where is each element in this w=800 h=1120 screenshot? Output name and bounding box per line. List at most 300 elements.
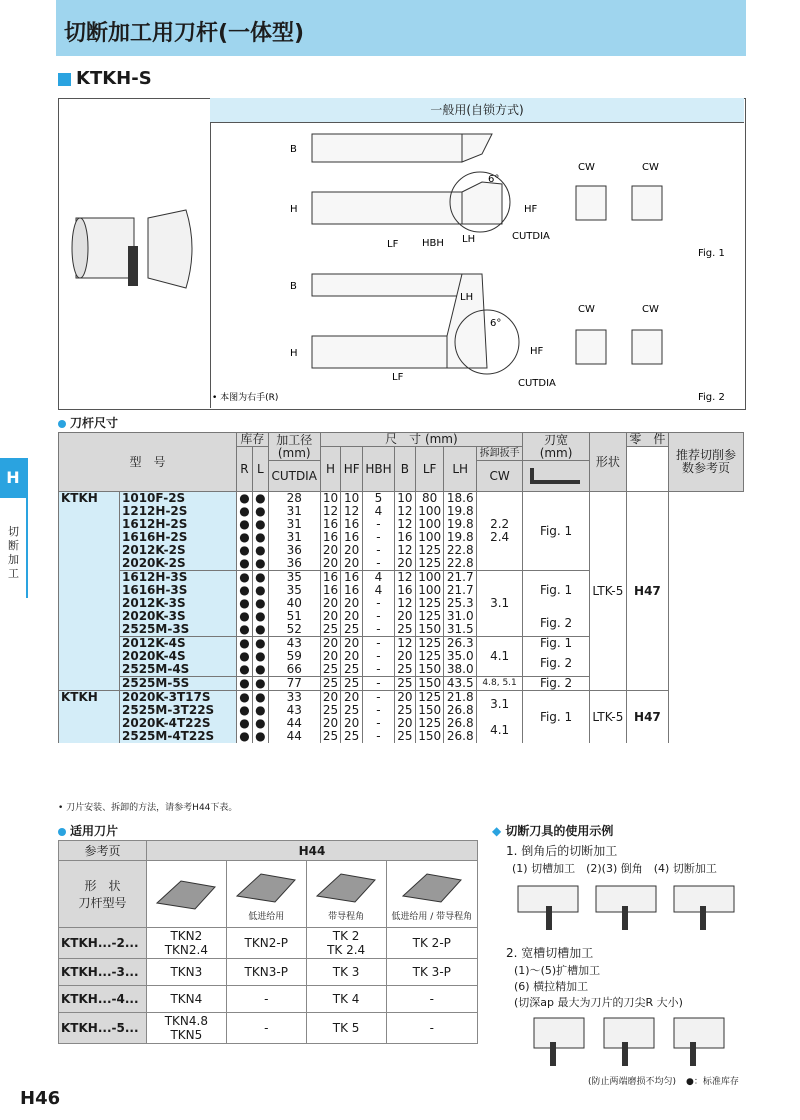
- cell-lh: 31.0: [444, 610, 477, 623]
- model-cell: 1616H-2S: [120, 531, 237, 544]
- stock-l: ●: [252, 571, 268, 585]
- insert-cell: TK 3: [306, 959, 386, 986]
- stock-r: ●: [237, 730, 253, 743]
- model-prefix: KTKH: [59, 691, 120, 744]
- col-l: L: [252, 447, 268, 492]
- cell-lh: 18.6: [444, 492, 477, 506]
- insert-row: [59, 928, 478, 959]
- cell-hbh: -: [362, 610, 394, 623]
- col-ref: 推荐切削参数参考页: [669, 433, 744, 492]
- cell-lf: 150: [415, 704, 444, 717]
- cell-ref: H47: [626, 691, 668, 744]
- cell-h: 16: [320, 584, 341, 597]
- stock-r: ●: [237, 663, 253, 677]
- cell-lf: 80: [415, 492, 444, 506]
- col-hbh: HBH: [362, 447, 394, 492]
- cell-b: 25: [395, 677, 416, 691]
- cell-lh: 25.3: [444, 597, 477, 610]
- cell-lh: 26.8: [444, 704, 477, 717]
- stock-l: ●: [252, 717, 268, 730]
- dim-lh-2: LH: [460, 292, 474, 303]
- insert-image: 低进给用 / 带导程角: [386, 861, 477, 928]
- cell-hbh: -: [362, 518, 394, 531]
- model-cell: 2012K-3S: [120, 597, 237, 610]
- cell-shape: Fig. 1: [523, 492, 590, 571]
- cell-b: 12: [395, 518, 416, 531]
- cell-b: 20: [395, 610, 416, 623]
- cell-b: 12: [395, 571, 416, 585]
- cell-lf: 100: [415, 518, 444, 531]
- holder-model: KTKH...-5...: [59, 1013, 147, 1044]
- insert-image: 带导程角: [306, 861, 386, 928]
- cell-hf: 16: [341, 584, 362, 597]
- cell-hbh: -: [362, 663, 394, 677]
- dim-cw-1b: CW: [642, 162, 659, 173]
- stock-r: ●: [237, 597, 253, 610]
- cell-lh: 26.8: [444, 717, 477, 730]
- stock-l: ●: [252, 623, 268, 637]
- model-cell: 2020K-3S: [120, 610, 237, 623]
- insert-cell: -: [386, 986, 477, 1013]
- cell-h: 25: [320, 623, 341, 637]
- section-title: KTKH-S: [76, 68, 152, 89]
- bullet-icon: [58, 828, 66, 836]
- cell-cw: 4.1: [477, 717, 523, 743]
- stock-r: ●: [237, 610, 253, 623]
- cell-part: LTK-5: [589, 691, 626, 744]
- cell-b: 10: [395, 492, 416, 506]
- cell-hf: 16: [341, 518, 362, 531]
- cell-h: 20: [320, 557, 341, 571]
- cell-lh: 38.0: [444, 663, 477, 677]
- model-cell: 1616H-3S: [120, 584, 237, 597]
- stock-r: ●: [237, 505, 253, 518]
- stock-r: ●: [237, 531, 253, 544]
- col-hf: HF: [341, 447, 362, 492]
- cell-h: 20: [320, 544, 341, 557]
- insert-icon: [231, 866, 301, 906]
- model-cell: 2012K-2S: [120, 544, 237, 557]
- insert-cell: TKN2 TKN2.4: [146, 928, 226, 959]
- cell-cd: 44: [268, 717, 320, 730]
- dim-hbh: HBH: [422, 238, 444, 249]
- cell-hf: 25: [341, 663, 362, 677]
- cell-cd: 40: [268, 597, 320, 610]
- cell-h: 20: [320, 691, 341, 705]
- stock-r: ●: [237, 717, 253, 730]
- stock-r: ●: [237, 623, 253, 637]
- cell-lh: 19.8: [444, 505, 477, 518]
- cell-lh: 21.7: [444, 584, 477, 597]
- stock-r: ●: [237, 677, 253, 691]
- fig1-label: Fig. 1: [698, 248, 725, 259]
- cell-h: 16: [320, 518, 341, 531]
- cell-hf: 20: [341, 650, 362, 663]
- cell-cw: 2.2 2.4: [477, 492, 523, 571]
- holder-model: KTKH...-3...: [59, 959, 147, 986]
- insert-row: [59, 959, 478, 986]
- cell-lh: 21.8: [444, 691, 477, 705]
- dim-angle-2: 6°: [490, 318, 502, 329]
- cell-cd: 51: [268, 610, 320, 623]
- cell-b: 25: [395, 704, 416, 717]
- cell-b: 25: [395, 623, 416, 637]
- cell-h: 20: [320, 717, 341, 730]
- cell-b: 16: [395, 584, 416, 597]
- col-wrench: 拆卸扳手: [477, 447, 523, 461]
- cell-lf: 125: [415, 610, 444, 623]
- stock-l: ●: [252, 637, 268, 651]
- holder-dimension-table: [58, 432, 744, 743]
- cell-lh: 43.5: [444, 677, 477, 691]
- model-cell: 2525M-3T22S: [120, 704, 237, 717]
- cell-cd: 36: [268, 544, 320, 557]
- holder-drawing: [212, 124, 742, 406]
- table-row: [59, 691, 744, 705]
- cell-lf: 100: [415, 505, 444, 518]
- model-cell: 2020K-4T22S: [120, 717, 237, 730]
- cell-lf: 125: [415, 691, 444, 705]
- cell-cd: 33: [268, 691, 320, 705]
- cell-h: 25: [320, 730, 341, 743]
- insert-cell: TK 4: [306, 986, 386, 1013]
- cell-b: 20: [395, 717, 416, 730]
- cell-lf: 100: [415, 571, 444, 585]
- cell-cw: 4.8, 5.1: [477, 677, 523, 691]
- insert-icon: [397, 866, 467, 906]
- ref-page: H44: [146, 841, 477, 861]
- dim-lf-2: LF: [392, 372, 404, 383]
- cell-shape: Fig. 2: [523, 610, 590, 637]
- dim-cutdia-2: CUTDIA: [518, 378, 556, 389]
- cell-hf: 20: [341, 544, 362, 557]
- cell-lh: 21.7: [444, 571, 477, 585]
- cell-cd: 66: [268, 663, 320, 677]
- cell-hf: 20: [341, 717, 362, 730]
- stock-r: ●: [237, 650, 253, 663]
- cell-cw: 3.1: [477, 691, 523, 718]
- holder-table-title: 刀杆尺寸: [58, 414, 118, 431]
- cell-part: LTK-5: [589, 492, 626, 691]
- cell-b: 25: [395, 730, 416, 743]
- cell-shape: Fig. 1: [523, 691, 590, 744]
- cell-h: 10: [320, 492, 341, 506]
- model-cell: 2525M-3S: [120, 623, 237, 637]
- cell-b: 20: [395, 650, 416, 663]
- cell-b: 25: [395, 663, 416, 677]
- dim-lh-1: LH: [462, 234, 476, 245]
- stock-l: ●: [252, 730, 268, 743]
- model-cell: 2525M-4S: [120, 663, 237, 677]
- model-cell: 1010F-2S: [120, 492, 237, 506]
- cell-cw: 3.1: [477, 571, 523, 637]
- sidebar-tab: H: [0, 458, 26, 498]
- insert-cell: TKN4.8 TKN5: [146, 1013, 226, 1044]
- dim-h-1: H: [290, 204, 298, 215]
- cell-h: 25: [320, 704, 341, 717]
- stock-l: ●: [252, 704, 268, 717]
- cell-hf: 16: [341, 531, 362, 544]
- col-cw-top: 刃宽 (mm): [523, 433, 590, 461]
- figure-caption: 一般用(自锁方式): [210, 98, 744, 123]
- dim-b-2: B: [290, 281, 297, 292]
- model-cell: 1212H-2S: [120, 505, 237, 518]
- insert-table-title: 适用刀片: [58, 822, 118, 839]
- insert-image: [146, 861, 226, 928]
- cell-hf: 20: [341, 610, 362, 623]
- wrench-icon: [523, 461, 590, 492]
- page-title: 切断加工用刀杆(一体型): [64, 21, 305, 46]
- col-lf: LF: [415, 447, 444, 492]
- insert-cell: TK 2-P: [386, 928, 477, 959]
- cell-shape: Fig. 1: [523, 571, 590, 611]
- cell-cd: 35: [268, 571, 320, 585]
- cell-hf: 20: [341, 597, 362, 610]
- stock-r: ●: [237, 492, 253, 506]
- stock-l: ●: [252, 584, 268, 597]
- col-r: R: [237, 447, 253, 492]
- cell-lh: 19.8: [444, 518, 477, 531]
- cell-cw: 4.1: [477, 637, 523, 677]
- cell-hbh: -: [362, 637, 394, 651]
- insert-cell: TK 2 TK 2.4: [306, 928, 386, 959]
- shape-label: 形 状 刀杆型号: [59, 861, 147, 928]
- cell-hbh: 4: [362, 571, 394, 585]
- workpiece-drawing: [58, 98, 208, 408]
- cell-lf: 150: [415, 623, 444, 637]
- stock-r: ●: [237, 544, 253, 557]
- ref-label: 参考页: [59, 841, 147, 861]
- cell-hbh: -: [362, 650, 394, 663]
- stock-l: ●: [252, 610, 268, 623]
- stock-l: ●: [252, 663, 268, 677]
- insert-cell: TKN4: [146, 986, 226, 1013]
- usage-step1-items: (1) 切槽加工 (2)(3) 倒角 (4) 切断加工: [512, 862, 717, 875]
- cell-shape: Fig. 2: [523, 677, 590, 691]
- cell-hbh: -: [362, 704, 394, 717]
- col-parts: 零 件: [626, 433, 668, 447]
- model-cell: 1612H-2S: [120, 518, 237, 531]
- usage-title: ◆ 切断刀具的使用示例: [492, 824, 614, 838]
- cell-shape: Fig. 2: [523, 650, 590, 677]
- cell-hbh: -: [362, 557, 394, 571]
- cell-b: 12: [395, 544, 416, 557]
- chamfer-drawing: [512, 876, 742, 932]
- usage-step2-a: (1)～(5)扩槽加工: [514, 964, 601, 977]
- model-cell: 2020K-4S: [120, 650, 237, 663]
- cell-h: 20: [320, 650, 341, 663]
- stock-l: ●: [252, 691, 268, 705]
- cell-hbh: 4: [362, 584, 394, 597]
- cell-lf: 125: [415, 650, 444, 663]
- workpiece-figure: [58, 98, 211, 408]
- cell-cd: 43: [268, 704, 320, 717]
- stock-r: ●: [237, 584, 253, 597]
- diamond-icon: ◆: [492, 824, 502, 838]
- dim-hf-1: HF: [524, 204, 538, 215]
- section-marker: [58, 73, 71, 86]
- cell-lf: 125: [415, 637, 444, 651]
- insert-cell: -: [226, 986, 306, 1013]
- cell-cd: 77: [268, 677, 320, 691]
- cell-cd: 28: [268, 492, 320, 506]
- stock-legend: ●：标准库存: [686, 1077, 739, 1087]
- insert-image: 低进给用: [226, 861, 306, 928]
- cell-lf: 125: [415, 544, 444, 557]
- insert-table: [58, 840, 478, 1044]
- cell-cd: 31: [268, 505, 320, 518]
- usage-step1: 1. 倒角后的切断加工: [506, 844, 618, 858]
- cell-hbh: -: [362, 717, 394, 730]
- stock-l: ●: [252, 505, 268, 518]
- cell-h: 20: [320, 597, 341, 610]
- insert-icon: [311, 866, 381, 906]
- cell-cd: 35: [268, 584, 320, 597]
- cell-h: 16: [320, 571, 341, 585]
- cell-h: 20: [320, 637, 341, 651]
- insert-cell: TKN3: [146, 959, 226, 986]
- insert-cell: TK 5: [306, 1013, 386, 1044]
- bullet-icon: [58, 420, 66, 428]
- cell-lf: 100: [415, 584, 444, 597]
- cell-hf: 25: [341, 730, 362, 743]
- hand-note: • 本图为右手(R): [212, 393, 279, 403]
- usage-step2-c: (切深ap 最大为刀片的刀尖R 大小): [514, 996, 683, 1009]
- model-cell: 2020K-2S: [120, 557, 237, 571]
- insert-row: [59, 986, 478, 1013]
- cell-b: 20: [395, 557, 416, 571]
- cell-h: 25: [320, 677, 341, 691]
- cell-lh: 22.8: [444, 544, 477, 557]
- model-cell: 1612H-3S: [120, 571, 237, 585]
- col-lh: LH: [444, 447, 477, 492]
- cell-hbh: -: [362, 730, 394, 743]
- cell-lf: 100: [415, 531, 444, 544]
- insert-shape-row: [59, 861, 478, 928]
- cell-lf: 125: [415, 597, 444, 610]
- holder-model: KTKH...-2...: [59, 928, 147, 959]
- cell-hf: 20: [341, 691, 362, 705]
- insert-cell: TK 3-P: [386, 959, 477, 986]
- cell-hf: 25: [341, 623, 362, 637]
- model-cell: 2525M-5S: [120, 677, 237, 691]
- dim-cutdia-1: CUTDIA: [512, 231, 550, 242]
- cell-hf: 12: [341, 505, 362, 518]
- cell-hf: 25: [341, 704, 362, 717]
- usage-note1: (防止两端磨损不均匀): [588, 1077, 677, 1087]
- wide-groove-drawing: [530, 1012, 742, 1070]
- dim-b-1: B: [290, 144, 297, 155]
- cell-lf: 150: [415, 730, 444, 743]
- page-number: H46: [20, 1088, 61, 1109]
- stock-l: ●: [252, 557, 268, 571]
- insert-cell: TKN2-P: [226, 928, 306, 959]
- stock-r: ●: [237, 691, 253, 705]
- cell-b: 16: [395, 531, 416, 544]
- insert-icon: [151, 873, 221, 913]
- cell-lf: 125: [415, 557, 444, 571]
- cell-cd: 43: [268, 637, 320, 651]
- cell-lf: 150: [415, 677, 444, 691]
- col-stock: 库存: [237, 433, 269, 447]
- dim-cw-1a: CW: [578, 162, 595, 173]
- stock-l: ●: [252, 518, 268, 531]
- insert-cell: -: [386, 1013, 477, 1044]
- cell-cd: 59: [268, 650, 320, 663]
- col-shape: 形状: [589, 433, 626, 492]
- cell-hf: 20: [341, 557, 362, 571]
- cell-lh: 26.8: [444, 730, 477, 743]
- cell-b: 12: [395, 505, 416, 518]
- dim-angle-1: 6°: [488, 174, 500, 185]
- model-cell: 2020K-3T17S: [120, 691, 237, 705]
- stock-l: ●: [252, 650, 268, 663]
- cell-h: 12: [320, 505, 341, 518]
- cell-hbh: -: [362, 531, 394, 544]
- dim-cw-2a: CW: [578, 304, 595, 315]
- cell-h: 20: [320, 610, 341, 623]
- cell-cd: 31: [268, 518, 320, 531]
- usage-step2: 2. 宽槽切槽加工: [506, 946, 594, 960]
- cell-hf: 16: [341, 571, 362, 585]
- fig2-label: Fig. 2: [698, 392, 725, 403]
- cell-hf: 10: [341, 492, 362, 506]
- stock-r: ●: [237, 571, 253, 585]
- cell-lh: 26.3: [444, 637, 477, 651]
- usage-step2-b: (6) 横拉精加工: [514, 980, 589, 993]
- cell-hbh: -: [362, 597, 394, 610]
- cell-lf: 125: [415, 717, 444, 730]
- dim-hf-2: HF: [530, 346, 544, 357]
- cell-shape: Fig. 1: [523, 637, 590, 651]
- stock-l: ●: [252, 492, 268, 506]
- cell-lf: 150: [415, 663, 444, 677]
- col-b: B: [395, 447, 416, 492]
- cell-lh: 22.8: [444, 557, 477, 571]
- col-h: H: [320, 447, 341, 492]
- stock-r: ●: [237, 557, 253, 571]
- cell-h: 16: [320, 531, 341, 544]
- holder-model: KTKH...-4...: [59, 986, 147, 1013]
- stock-r: ●: [237, 518, 253, 531]
- cell-cd: 44: [268, 730, 320, 743]
- dim-h-2: H: [290, 348, 298, 359]
- cell-hbh: -: [362, 691, 394, 705]
- col-model: 型 号: [59, 433, 237, 492]
- cell-lh: 31.5: [444, 623, 477, 637]
- table-footnote: • 刀片安装、拆卸的方法，请参考H44下表。: [58, 803, 238, 813]
- cell-hf: 25: [341, 677, 362, 691]
- col-cutdia-top: 加工径 (mm): [268, 433, 320, 461]
- stock-l: ●: [252, 677, 268, 691]
- stock-l: ●: [252, 531, 268, 544]
- cell-hbh: 5: [362, 492, 394, 506]
- insert-cell: -: [226, 1013, 306, 1044]
- stock-l: ●: [252, 597, 268, 610]
- cell-lh: 19.8: [444, 531, 477, 544]
- cell-cd: 52: [268, 623, 320, 637]
- sidebar-text: 切断加工: [8, 525, 19, 580]
- col-dims: 尺 寸 (mm): [320, 433, 523, 447]
- cell-h: 25: [320, 663, 341, 677]
- cell-lh: 35.0: [444, 650, 477, 663]
- model-prefix: KTKH: [59, 492, 120, 691]
- cell-ref: H47: [626, 492, 668, 691]
- cell-hbh: -: [362, 623, 394, 637]
- table-row: [59, 492, 744, 506]
- sidebar-line: [26, 458, 28, 598]
- insert-row: [59, 1013, 478, 1044]
